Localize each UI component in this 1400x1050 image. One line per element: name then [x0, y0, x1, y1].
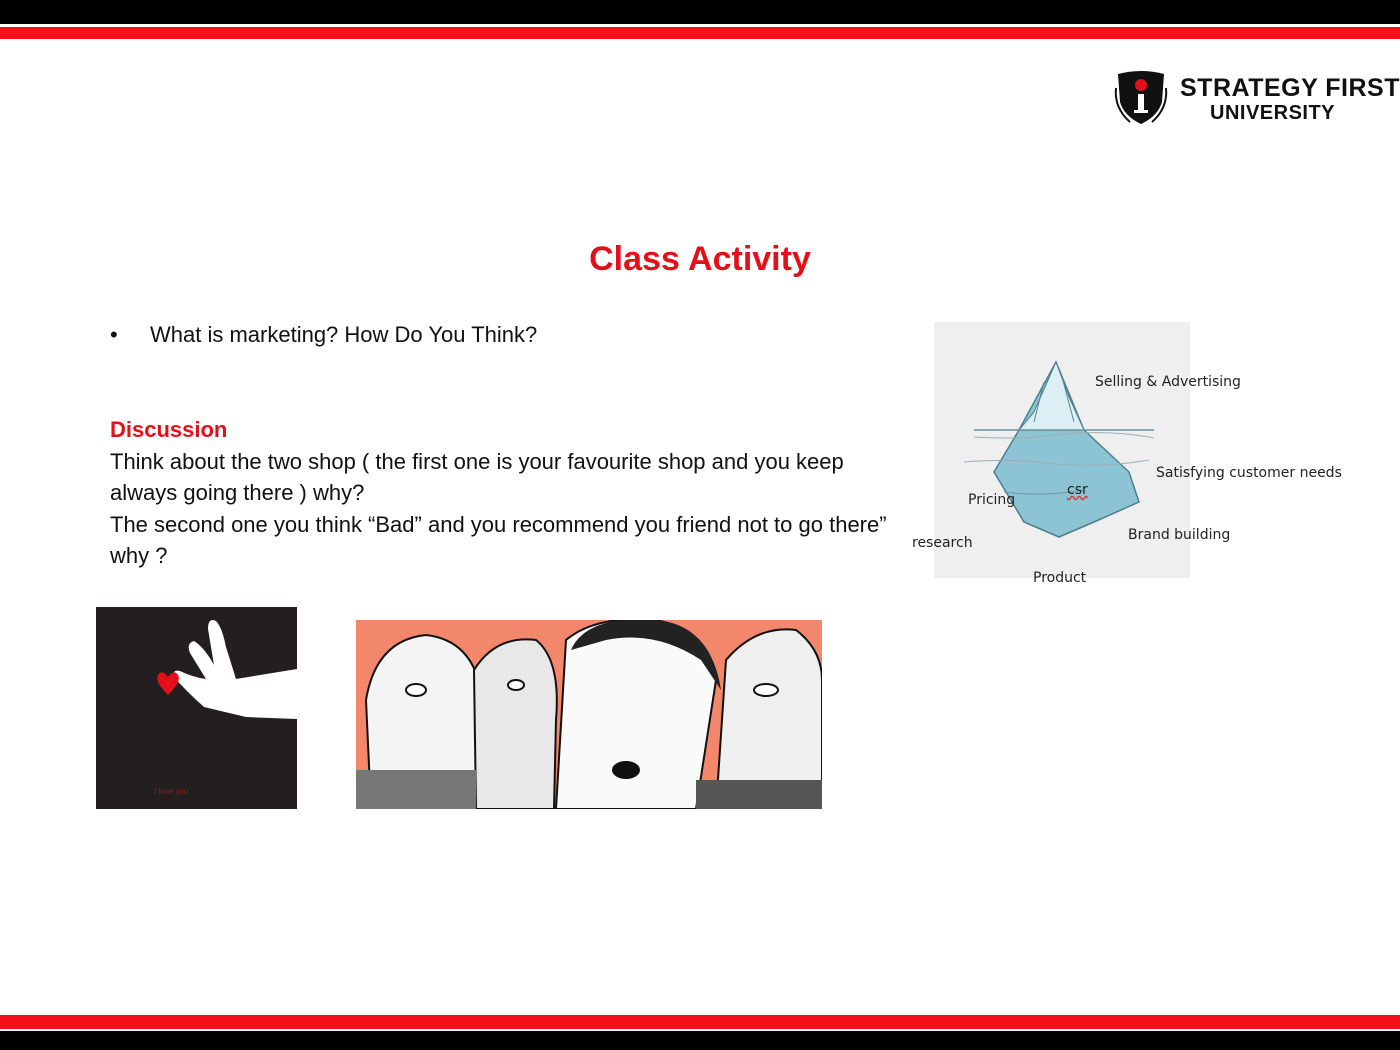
iceberg-label-csr: csr — [1067, 482, 1088, 498]
grumpy-people-cartoon — [356, 620, 822, 809]
discussion-heading: Discussion — [110, 417, 228, 442]
bottom-black-bar — [0, 1031, 1400, 1050]
cartoon-faces-icon — [356, 620, 822, 809]
iceberg-label-product: Product — [1033, 570, 1087, 586]
discussion-line-2: The second one you think “Bad” and you recommend you friend not to go there” why ? — [110, 511, 887, 568]
discussion-line-1: Think about the two shop ( the first one is your favourite shop and you keep always going there ) why? — [110, 448, 844, 505]
logo-subtitle: UNIVERSITY — [1210, 102, 1336, 124]
iceberg-label-research: research — [912, 535, 973, 551]
love-caption: I love you — [154, 787, 189, 796]
bullet-symbol: • — [110, 322, 118, 347]
top-red-bar — [0, 27, 1400, 39]
logo-name: STRATEGY FIRST — [1180, 74, 1400, 102]
love-hand-image — [96, 607, 297, 809]
iceberg-label-pricing: Pricing — [968, 492, 1016, 508]
iceberg-label-satisfying: Satisfying customer needs — [1156, 465, 1342, 481]
top-black-bar — [0, 0, 1400, 24]
university-logo — [1112, 68, 1400, 128]
bullet-text: What is marketing? How Do You Think? — [150, 322, 538, 347]
iceberg-label-selling: Selling & Advertising — [1095, 374, 1241, 390]
hand-heart-icon — [96, 607, 297, 809]
slide-title: Class Activity — [589, 240, 811, 278]
discussion-block — [110, 414, 890, 572]
iceberg-label-brand: Brand building — [1128, 527, 1231, 543]
bottom-red-bar — [0, 1015, 1400, 1029]
crest-icon — [1112, 68, 1170, 126]
